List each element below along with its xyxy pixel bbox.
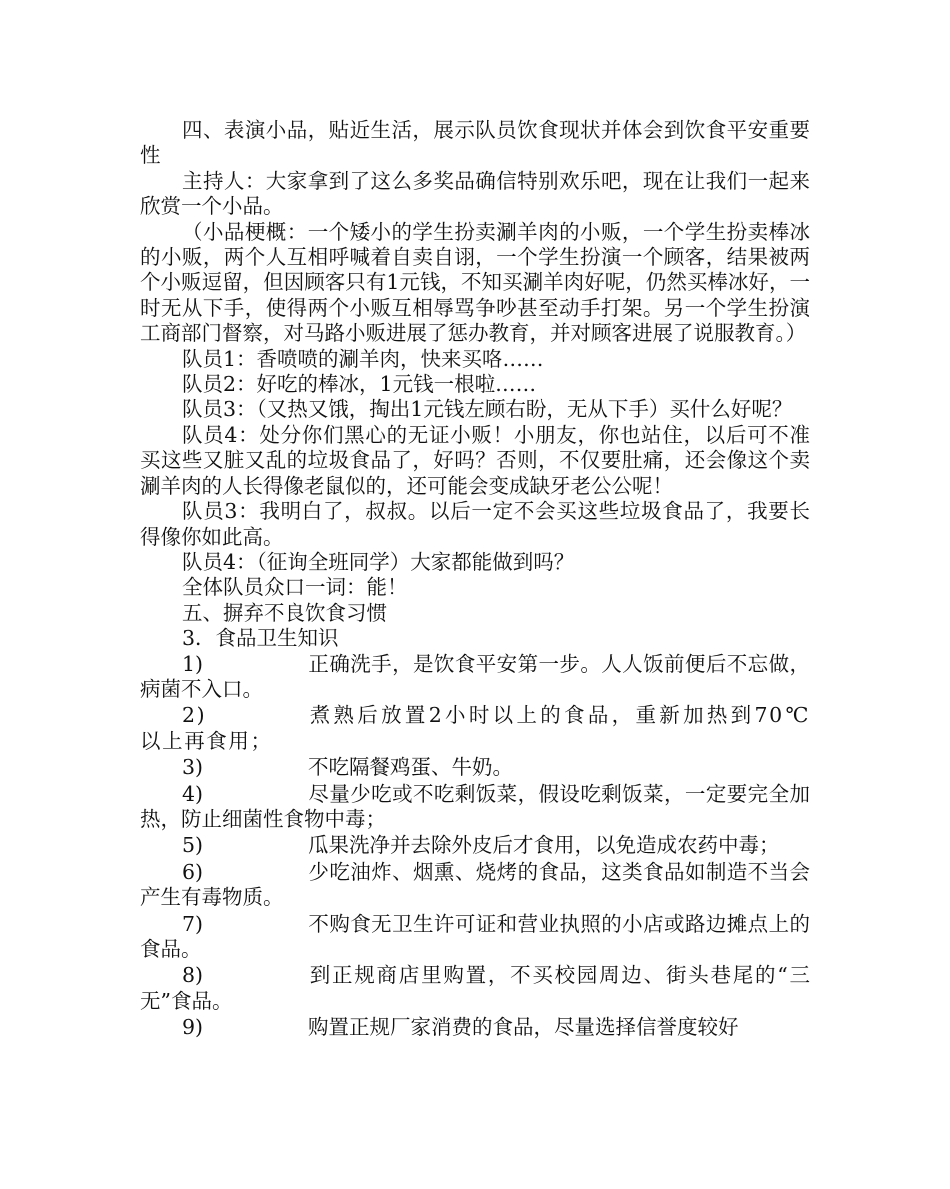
section-heading-5: 五、摒弃不良饮食习惯 xyxy=(182,600,387,625)
member-4-line: 队员4：处分你们黑心的无证小贩！小朋友，你也站住，以后可不准买这些又脏又乱的垃圾食品了，好吗？否则，不仅要肚痛，还会像这个卖涮羊肉的人长得像老鼠似的，还可能会变成缺牙老公公呢！ xyxy=(140,422,810,498)
list-item xyxy=(140,652,810,703)
skit-synopsis: （小品梗概：一个矮小的学生扮卖涮羊肉的小贩，一个学生扮卖棒冰的小贩，两个人互相呼喊着自卖自诩，一个学生扮演一个顾客，结果被两个小贩逗留，但因顾客只有1元钱，不知买涮羊肉好呢，仍然买棒冰好，一时无从下手，使得两个小贩互相辱骂争吵甚至动手打架。另一个学生扮演工商部门督察，对马路小贩进展了惩办教育，并对顾客进展了说服教育。） xyxy=(140,219,810,346)
host-line: 主持人：大家拿到了这么多奖品确信特别欢乐吧，现在让我们一起来欣赏一个小品。 xyxy=(140,168,810,219)
section-heading-4: 四、表演小品，贴近生活，展示队员饮食现状并体会到饮食平安重要性 xyxy=(140,118,810,168)
member-4-question: 队员4：（征询全班同学）大家都能做到吗？ xyxy=(182,549,575,574)
list-item-number: 5) xyxy=(182,833,204,858)
list-item-text: 煮熟后放置2小时以上的食品，重新加热到70℃ 以上再食用； xyxy=(140,703,833,753)
list-item-number: 7) xyxy=(182,911,204,936)
list-item xyxy=(140,912,810,963)
list-item-text: 不吃隔餐鸡蛋、牛奶。 xyxy=(308,755,513,780)
all-members-answer: 全体队员众口一词：能！ xyxy=(182,575,408,600)
list-item-number: 4) xyxy=(182,781,204,806)
list-item-text: 尽量少吃或不吃剩饭菜，假设吃剩饭菜，一定要完全加热，防止细菌性食物中毒； xyxy=(140,781,810,831)
list-item-number: 8) xyxy=(182,963,204,988)
member-3-reply: 队员3：我明白了，叔叔。以后一定不会买这些垃圾食品了，我要长得像你如此高。 xyxy=(140,499,810,549)
list-item xyxy=(140,782,810,833)
member-1-line: 队员1：香喷喷的涮羊肉，快来买咯…… xyxy=(182,346,544,371)
list-item-number: 9) xyxy=(182,1015,204,1040)
list-item xyxy=(140,703,833,754)
list-item-number: 1) xyxy=(182,651,204,676)
list-item-text: 瓜果洗净并去除外皮后才食用，以免造成农药中毒； xyxy=(308,833,780,858)
list-item xyxy=(140,1015,810,1040)
list-item xyxy=(140,833,810,858)
member-3-line: 队员3：（又热又饿，掏出1元钱左顾右盼，无从下手）买什么好呢？ xyxy=(182,397,793,422)
list-item-text: 不购食无卫生许可证和营业执照的小店或路边摊点上的食品。 xyxy=(140,911,810,961)
list-item-text: 购置正规厂家消费的食品，尽量选择信誉度较好 xyxy=(308,1015,739,1040)
member-2-line: 队员2：好吃的棒冰，1元钱一根啦…… xyxy=(182,372,537,397)
list-item xyxy=(140,963,810,1014)
document-page xyxy=(140,118,833,1042)
list-item-text: 到正规商店里购置，不买校园周边、街头巷尾的“三无”食品。 xyxy=(140,963,810,1013)
list-item xyxy=(140,755,810,780)
list-item-number: 6) xyxy=(182,859,204,884)
list-item-text: 少吃油炸、烟熏、烧烤的食品，这类食品如制造不当会产生有毒物质。 xyxy=(140,859,810,910)
list-item xyxy=(140,860,810,911)
food-hygiene-heading: 3．食品卫生知识 xyxy=(182,626,339,651)
list-item-number: 3) xyxy=(182,755,204,780)
list-item-number: 2) xyxy=(182,703,207,728)
list-item-text: 正确洗手，是饮食平安第一步。人人饭前便后不忘做，病菌不入口。 xyxy=(140,651,810,701)
